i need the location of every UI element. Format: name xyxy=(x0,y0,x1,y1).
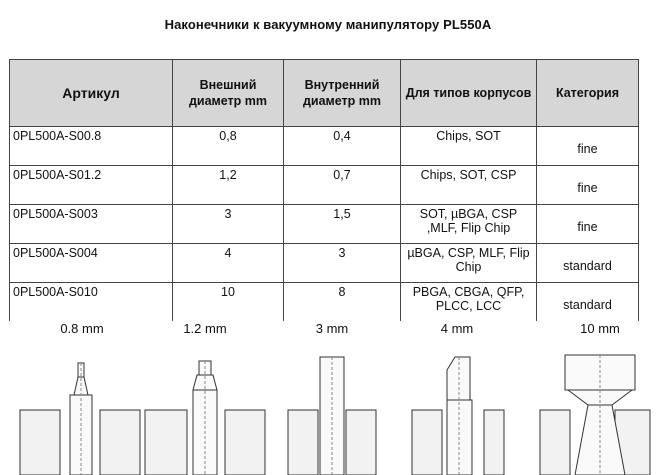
nozzle-spec-table xyxy=(9,59,639,321)
table-header-row xyxy=(10,60,639,127)
header-package-types: Для типов корпусов xyxy=(401,60,537,127)
cell-category: standard xyxy=(537,283,639,322)
size-label: 0.8 mm xyxy=(60,321,104,336)
cell-outer: 10 xyxy=(173,283,284,322)
size-label: 4 mm xyxy=(440,321,474,336)
cell-article: 0PL500A-S00.8 xyxy=(10,127,173,166)
cell-inner: 3 xyxy=(284,244,401,283)
nozzle-drawing-3mm xyxy=(288,357,376,475)
table-row xyxy=(10,244,639,283)
nozzle-drawing-4mm xyxy=(412,357,504,475)
cell-category: fine xyxy=(537,166,639,205)
cell-packages: Chips, SOT, CSP xyxy=(401,166,537,205)
cell-article: 0PL500A-S010 xyxy=(10,283,173,322)
cell-category: fine xyxy=(537,205,639,244)
nozzle-drawing-0-8mm xyxy=(20,363,140,475)
table-row xyxy=(10,127,639,166)
cell-category: fine xyxy=(537,127,639,166)
header-category: Категория xyxy=(537,60,639,127)
header-inner-diameter: Внутренний диаметр mm xyxy=(284,60,401,127)
cell-packages: PBGA, CBGA, QFP, PLCC, LCC xyxy=(401,283,537,322)
cell-article: 0PL500A-S004 xyxy=(10,244,173,283)
size-label: 1.2 mm xyxy=(183,321,227,336)
nozzle-drawings xyxy=(0,345,656,475)
cell-inner: 0,7 xyxy=(284,166,401,205)
nozzle-drawing-10mm xyxy=(540,355,650,475)
cell-packages: Chips, SOT xyxy=(401,127,537,166)
size-label: 10 mm xyxy=(580,321,620,336)
cell-inner: 1,5 xyxy=(284,205,401,244)
cell-inner: 8 xyxy=(284,283,401,322)
cell-inner: 0,4 xyxy=(284,127,401,166)
cell-category: standard xyxy=(537,244,639,283)
page-title: Наконечники к вакуумному манипулятору PL550A xyxy=(164,17,492,32)
cell-article: 0PL500A-S01.2 xyxy=(10,166,173,205)
table-row xyxy=(10,283,639,322)
nozzle-size-labels xyxy=(0,321,656,341)
cell-outer: 4 xyxy=(173,244,284,283)
cell-outer: 0,8 xyxy=(173,127,284,166)
size-label: 3 mm xyxy=(315,321,349,336)
cell-outer: 1,2 xyxy=(173,166,284,205)
header-outer-diameter: Внешний диаметр mm xyxy=(173,60,284,127)
table-row xyxy=(10,205,639,244)
cell-packages: SOT, µBGA, CSP ,MLF, Flip Chip xyxy=(401,205,537,244)
table-row xyxy=(10,166,639,205)
nozzle-drawing-1-2mm xyxy=(145,361,265,475)
cell-packages: µBGA, CSP, MLF, Flip Chip xyxy=(401,244,537,283)
cell-article: 0PL500A-S003 xyxy=(10,205,173,244)
header-article: Артикул xyxy=(10,60,173,127)
cell-outer: 3 xyxy=(173,205,284,244)
